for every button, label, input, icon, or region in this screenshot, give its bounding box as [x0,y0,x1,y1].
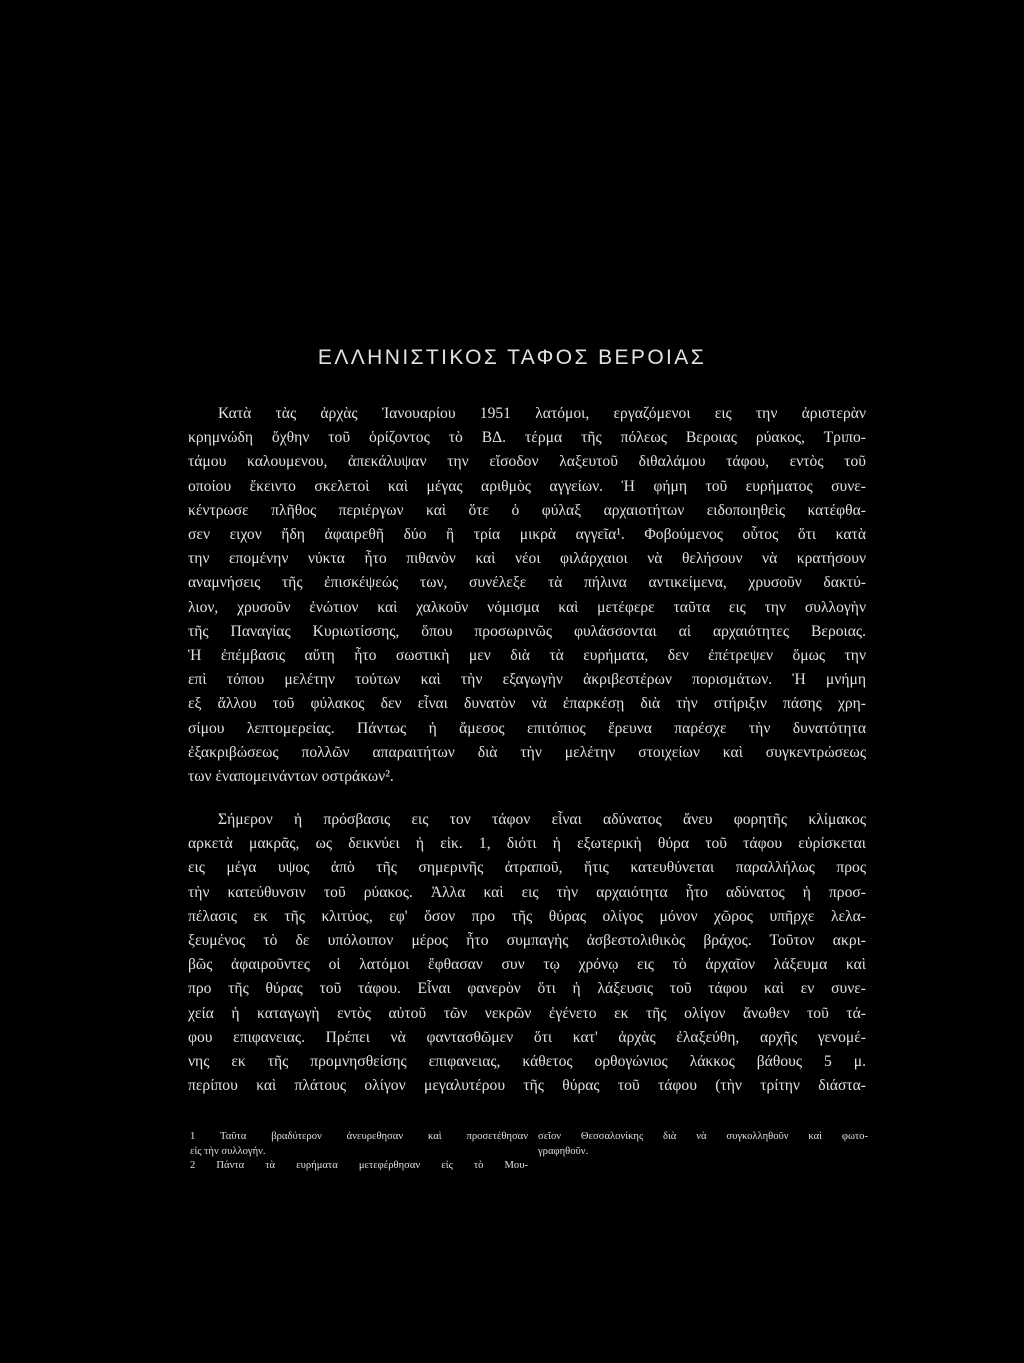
paragraph-2-line: περίπου καὶ πλάτους ολίγον μεγαλυτέρου τῆς θύρας τοῦ τάφου (τὴν τρίτην διάστα- [188,1077,866,1095]
paragraph-2-line: ξευμένος τὸ δε υπόλοιπον μέρος ἦτο συμπαγὴς ἀσβεστολιθικὸς βράχος. Τοῦτον ακρι- [188,932,866,950]
body-paragraph-2 [188,808,866,1098]
page-title: ΕΛΛΗΝΙΣΤΙΚΟΣ ΤΑΦΟΣ ΒΕΡΟΙΑΣ [317,346,707,369]
paragraph-2-line: νης εκ τῆς προμνησθείσης επιφανειας, κάθετος ορθογώνιος λάκκος βάθους 5 μ. [188,1053,866,1071]
paragraph-2-line: Σήμερον ἡ πρόσβασις εις τον τάφον εἶναι αδύνατος ἄνευ φορητῆς κλίμακος [218,811,866,828]
paragraph-1-line: κρημνώδη ὄχθην τοῦ ὁρίζοντος τὸ ΒΔ. τέρμα τῆς πόλεως Βεροιας ρύακος, Τριπο- [188,429,866,447]
paragraph-1-line: αναμνήσεις τῆς ἐπισκέψεώς των, συνέλεξε τὰ πήλινα αντικείμενα, χρυσοῦν δακτύ- [188,574,866,592]
paragraph-2-line: τὴν κατεύθυνσιν τοῦ ρύακος. Ἀλλα καὶ εις τὴν αρχαιότητα ἦτο αδύνατος ἡ προσ- [188,883,866,901]
paragraph-1-line: επὶ τόπου μελέτην τούτων καὶ τὴν εξαγωγὴν ἀκριβεστέρων πορισμάτων. Ἡ μνήμη [188,671,866,689]
paragraph-1-line: κέντρωσε πλῆθος περιέργων καὶ ὅτε ὁ φύλαξ αρχαιοτήτων ειδοποιηθεὶς κατέφθα- [188,501,866,519]
paragraph-1-line: την επομένην νύκτα ἦτο πιθανὸν καὶ νέοι φιλάρχαιοι νὰ θελήσουν νὰ κρατήσουν [188,550,866,568]
paragraph-1-line: σίμου λεπτομερείας. Πάντως ἡ ἄμεσος επιτόπιος ἔρευνα παρέσχε τὴν δυνατότητα [188,719,866,737]
paragraph-1-line: τῆς Παναγίας Κυριωτίσσης, ὅπου προσωρινῶς φυλάσσονται αἱ αρχαιότητες Βεροιας. [188,622,866,640]
paragraph-1-line: Ἡ ἐπέμβασις αὕτη ἦτο σωστικὴ μεν διὰ τὰ ευρήματα, δεν ἐπέτρεψεν ὅμως την [188,647,866,665]
paragraph-1-line: οποίου ἔκειντο σκελετοὶ καὶ μέγας αριθμὸς αγγείων. Ἡ φήμη τοῦ ευρήματος συνε- [188,477,866,495]
paragraph-1-line: ἐξακριβώσεως πολλῶν απαραιτήτων διὰ τὴν μελέτην στοιχείων καὶ συγκεντρώσεως [188,743,866,761]
paragraph-2-line: αρκετὰ μακρᾶς, ως δεικνύει ἡ εἰκ. 1, διότι ἡ εξωτερικὴ θύρα τοῦ τάφου εὑρίσκεται [188,835,866,853]
footnote-left-line: 2 Πάντα τὰ ευρήματα μετεφέρθησαν εἰς τὸ Μου- [190,1160,528,1171]
paragraph-2-line: προ τῆς θύρας τοῦ τάφου. Εἶναι φανερὸν ὅτι ἡ λάξευσις τοῦ τάφου καὶ εν συνε- [188,980,866,998]
paragraph-1-line: Κατὰ τὰς ἀρχὰς Ἰανουαρίου 1951 λατόμοι, εργαζόμενοι εις την ἀριστερὰν [218,405,866,422]
paragraph-2-line: φου επιφανειας. Πρέπει νὰ φαντασθῶμεν ὅτι κατ' ἀρχὰς ἐλαξεύθη, αρχῆς γενομέ- [188,1028,866,1046]
paragraph-1-line: των ἐναπομεινάντων οστράκων². [188,768,394,786]
footnote-left-line: εἰς τὴν συλλογήν. [190,1145,266,1157]
footnotes-column-left [190,1130,528,1174]
footnote-left-line: 1 Ταῦτα βραδύτερον ἀνευρεθησαν καὶ προσετέθησαν [190,1131,528,1142]
paragraph-2-line: χεία ἡ καταγωγὴ εντὸς αὐτοῦ τῶν νεκρῶν ἐγένετο εκ τῆς ολίγον ἄνωθεν τοῦ τά- [188,1004,866,1022]
paragraph-2-line: βῶς ἀφαιροῦντες οἱ λατόμοι ἔφθασαν συν τῳ χρόνῳ εις τὸ ἀρχαῖον λάξευμα καὶ [188,956,866,974]
footnote-right-line: γραφηθοῦν. [538,1145,589,1157]
paragraph-2-line: εις μέγα υψος ἀπὸ τῆς σημερινῆς ἀτραποῦ, ἥτις κατευθύνεται παραλλήλως προς [188,859,866,877]
paragraph-1-line: σεν ειχον ἤδη ἀφαιρεθῆ δύο ἢ τρία μικρὰ αγγεῖα¹. Φοβούμενος οὗτος ὅτι κατὰ [188,526,866,544]
footnotes-column-right [538,1130,868,1159]
paragraph-1-line: λιον, χρυσοῦν ἐνώτιον καὶ χαλκοῦν νόμισμα καὶ μετέφερε ταῦτα εις την συλλογὴν [188,598,866,616]
paragraph-1-line: τάμου καλουμενου, ἀπεκάλυψαν την εἴσοδον λαξευτοῦ διθαλάμου τάφου, εντὸς τοῦ [188,453,866,471]
paragraph-1-line: εξ ἄλλου τοῦ φύλακος δεν εἶναι δυνατὸν νὰ ἐπαρκέσῃ διὰ τὴν στήριξιν πάσης χρη- [188,695,866,713]
paragraph-2-line: πέλασις εκ τῆς κλιτύος, εφ' ὅσον προ τῆς θύρας ολίγος μόνον χῶρος υπῆρχε λελα- [188,907,866,925]
footnote-right-line: σεῖον Θεσσαλονίκης διὰ νὰ συγκολληθοῦν καὶ φωτο- [538,1131,868,1142]
body-paragraph-1 [188,402,866,789]
